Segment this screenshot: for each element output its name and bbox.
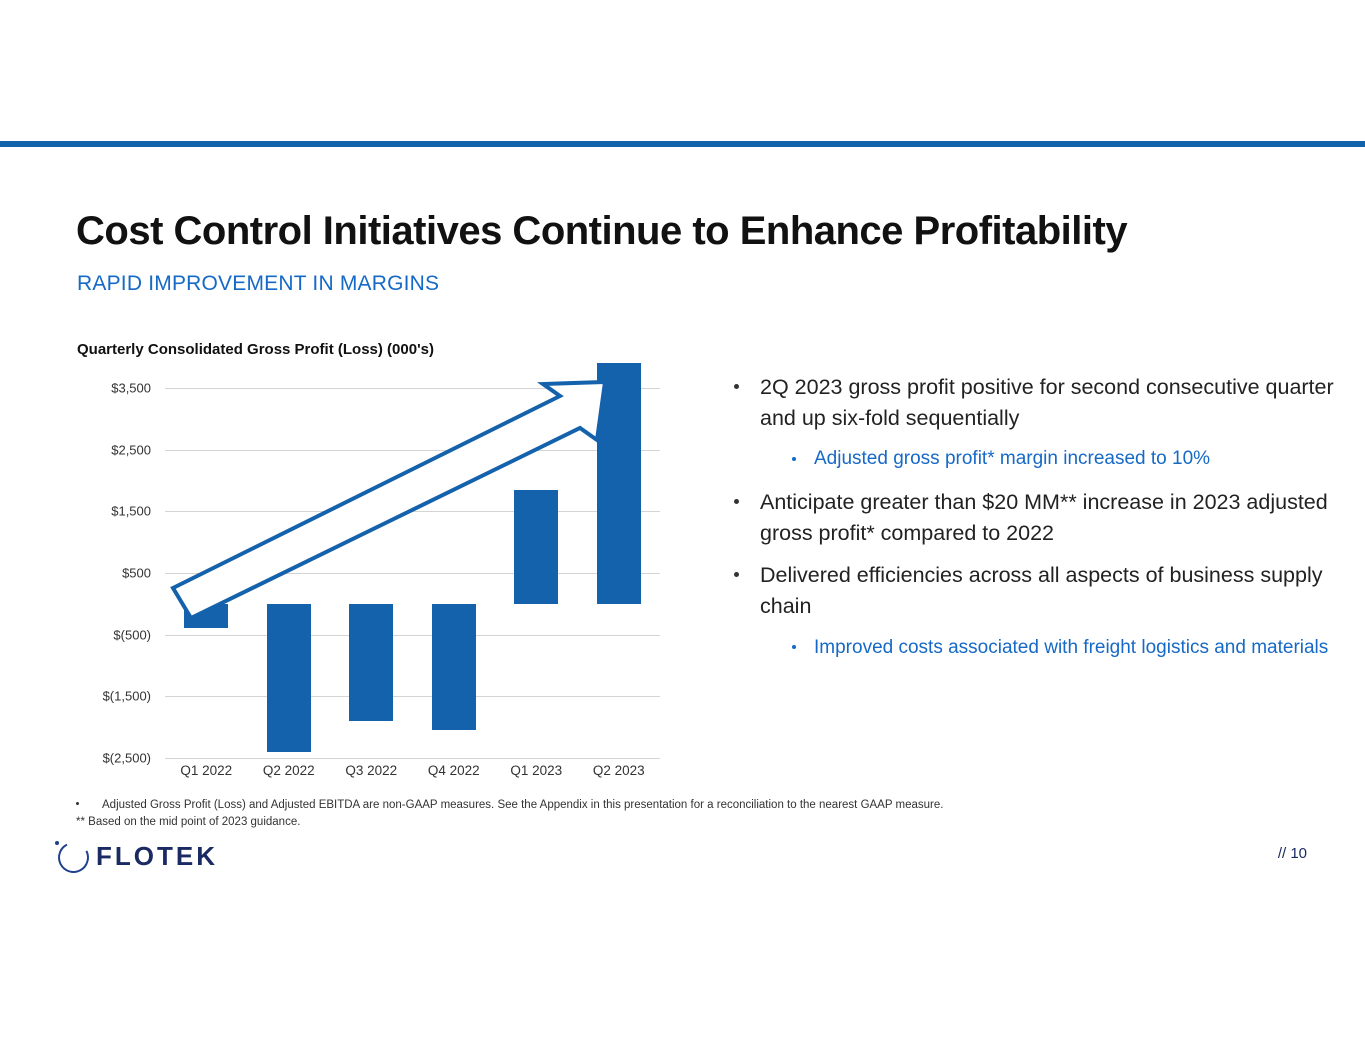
bullet-list [718, 372, 1343, 675]
list-item [718, 487, 1343, 549]
chart-bar [184, 604, 228, 629]
list-item [718, 372, 1343, 434]
bullet-dot-icon [734, 384, 739, 389]
bullet-text: Adjusted gross profit* margin increased to 10% [814, 448, 1211, 470]
chart-heading: Quarterly Consolidated Gross Profit (Loss) (000's) [77, 341, 434, 358]
chart-plot-area [165, 388, 660, 758]
logo-wordmark: FLOTEK [96, 840, 218, 871]
bullet-text: Anticipate greater than $20 MM** increase in 2023 adjusted gross profit* compared to 2022 [760, 489, 1328, 546]
chart-bar [349, 604, 393, 721]
footnotes [76, 797, 1226, 832]
list-item [718, 560, 1343, 622]
footnote-two: ** Based on the mid point of 2023 guidance. [76, 816, 301, 829]
gridline [165, 573, 660, 574]
gross-profit-bar-chart [77, 378, 677, 788]
page-title: Cost Control Initiatives Continue to Enhance Profitability [76, 209, 1128, 253]
chart-bar [267, 604, 311, 752]
footnote-one-text: Adjusted Gross Profit (Loss) and Adjusted EBITDA are non-GAAP measures. See the Appendix in this presentation for a reconciliation to the nearest GAAP measure. [102, 799, 944, 811]
list-item [718, 634, 1343, 662]
bullet-dot-icon [734, 499, 739, 504]
chart-bar [514, 490, 558, 604]
bullet-text: Delivered efficiencies across all aspects of business supply chain [760, 563, 1323, 619]
y-axis-tick-label: $2,500 [111, 442, 151, 458]
gridline [165, 450, 660, 451]
y-axis-tick-label: $500 [122, 565, 151, 581]
y-axis-tick-label: $(500) [113, 627, 151, 643]
ring-icon [54, 838, 93, 877]
flotek-mark-icon [52, 836, 92, 876]
bullet-dot-icon [734, 572, 739, 577]
gridline [165, 388, 660, 389]
y-axis-tick-label: $(1,500) [102, 688, 151, 704]
y-axis-tick-label: $(2,500) [102, 750, 151, 766]
x-axis-tick-label: Q1 2023 [510, 763, 563, 778]
x-axis-tick-label: Q2 2023 [592, 763, 645, 778]
gridline [165, 696, 660, 697]
x-axis-tick-label: Q2 2022 [262, 763, 315, 778]
bullet-dot-icon [76, 802, 79, 805]
x-axis-labels [165, 763, 660, 785]
gridline [165, 511, 660, 512]
bullet-text: Improved costs associated with freight logistics and materials [814, 636, 1329, 658]
bullet-text: 2Q 2023 gross profit positive for second consecutive quarter and up six-fold sequentially [760, 375, 1334, 431]
chart-bar [432, 604, 476, 730]
page-subtitle: RAPID IMPROVEMENT IN MARGINS [77, 272, 440, 295]
gridline [165, 758, 660, 759]
flotek-logo [52, 832, 238, 880]
x-axis-tick-label: Q4 2022 [427, 763, 480, 778]
x-axis-tick-label: Q3 2022 [345, 763, 398, 778]
footnote-one [76, 797, 1226, 814]
x-axis-tick-label: Q1 2022 [180, 763, 233, 778]
y-axis-labels [77, 380, 157, 766]
list-item [718, 445, 1343, 473]
chart-bar [597, 363, 641, 604]
header-rule [0, 141, 1365, 147]
page-number: // 10 [1277, 845, 1307, 862]
dot-icon [55, 841, 59, 845]
bullet-dot-icon [792, 645, 796, 649]
gridline [165, 635, 660, 636]
y-axis-tick-label: $3,500 [111, 380, 151, 396]
y-axis-tick-label: $1,500 [111, 503, 151, 519]
bullet-dot-icon [792, 457, 796, 461]
